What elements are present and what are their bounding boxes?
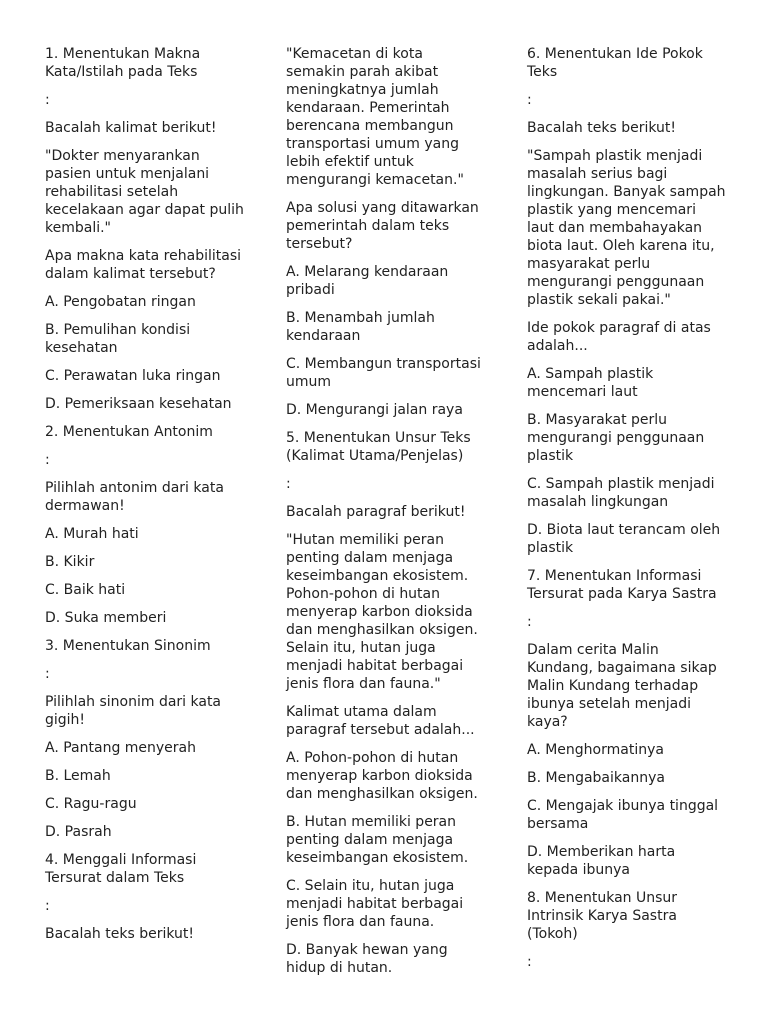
instruction-text: Bacalah teks berikut! — [45, 926, 195, 942]
colon-separator: : — [286, 476, 291, 492]
answer-option: B. Lemah — [45, 768, 111, 784]
quoted-passage: "Sampah plastik menjadi masalah serius bagi lingkungan. Banyak sampah plastik yang mencemari laut dan membahayakan biota laut. Oleh karena itu, masyarakat perlu mengurangi penggunaan plastik sekali pakai." — [527, 148, 726, 308]
answer-option: D. Mengurangi jalan raya — [286, 402, 463, 418]
answer-option: A. Pohon-pohon di hutan menyerap karbon dioksida dan menghasilkan oksigen. — [286, 750, 478, 802]
answer-option: D. Banyak hewan yang hidup di hutan. — [286, 942, 448, 976]
question-heading: 5. Menentukan Unsur Teks (Kalimat Utama/Penjelas) — [286, 430, 471, 464]
answer-option: A. Melarang kendaraan pribadi — [286, 264, 449, 298]
colon-separator: : — [527, 614, 532, 630]
question-heading: 2. Menentukan Antonim — [45, 424, 213, 440]
answer-option: B. Mengabaikannya — [527, 770, 665, 786]
answer-option: D. Memberikan harta kepada ibunya — [527, 844, 676, 878]
answer-option: A. Sampah plastik mencemari laut — [527, 366, 654, 400]
instruction-text: Bacalah paragraf berikut! — [286, 504, 466, 520]
answer-option: A. Menghormatinya — [527, 742, 664, 758]
question-prompt: Apa makna kata rehabilitasi dalam kalimat tersebut? — [45, 248, 241, 282]
question-heading: 1. Menentukan Makna Kata/Istilah pada Teks — [45, 46, 201, 80]
answer-option: B. Pemulihan kondisi kesehatan — [45, 322, 191, 356]
answer-option: D. Biota laut terancam oleh plastik — [527, 522, 721, 556]
answer-option: D. Suka memberi — [45, 610, 167, 626]
text-column-3 — [527, 45, 727, 981]
colon-separator: : — [45, 452, 50, 468]
answer-option: A. Pengobatan ringan — [45, 294, 196, 310]
question-heading: 7. Menentukan Informasi Tersurat pada Karya Sastra — [527, 568, 717, 602]
instruction-text: Pilihlah sinonim dari kata gigih! — [45, 694, 222, 728]
answer-option: C. Ragu-ragu — [45, 796, 137, 812]
colon-separator: : — [45, 92, 50, 108]
question-prompt: Dalam cerita Malin Kundang, bagaimana sikap Malin Kundang terhadap ibunya setelah menjadi kaya? — [527, 642, 717, 730]
answer-option: D. Pemeriksaan kesehatan — [45, 396, 232, 412]
answer-option: D. Pasrah — [45, 824, 112, 840]
question-heading: 3. Menentukan Sinonim — [45, 638, 211, 654]
text-column-2 — [286, 45, 486, 987]
instruction-text: Bacalah kalimat berikut! — [45, 120, 217, 136]
answer-option: C. Perawatan luka ringan — [45, 368, 221, 384]
answer-option: B. Menambah jumlah kendaraan — [286, 310, 435, 344]
question-prompt: Kalimat utama dalam paragraf tersebut adalah... — [286, 704, 475, 738]
answer-option: A. Pantang menyerah — [45, 740, 197, 756]
answer-option: A. Murah hati — [45, 526, 139, 542]
answer-option: B. Kikir — [45, 554, 95, 570]
answer-option: B. Masyarakat perlu mengurangi penggunaan plastik — [527, 412, 705, 464]
instruction-text: Bacalah teks berikut! — [527, 120, 677, 136]
quoted-passage: "Dokter menyarankan pasien untuk menjalani rehabilitasi setelah kecelakaan agar dapat pulih kembali." — [45, 148, 244, 236]
colon-separator: : — [45, 666, 50, 682]
instruction-text: Pilihlah antonim dari kata dermawan! — [45, 480, 224, 514]
quoted-passage: "Kemacetan di kota semakin parah akibat meningkatnya jumlah kendaraan. Pemerintah berencana membangun transportasi umum yang lebih efektif untuk mengurangi kemacetan." — [286, 46, 464, 188]
question-heading: 8. Menentukan Unsur Intrinsik Karya Sastra (Tokoh) — [527, 890, 678, 942]
answer-option: C. Mengajak ibunya tinggal bersama — [527, 798, 719, 832]
question-prompt: Apa solusi yang ditawarkan pemerintah dalam teks tersebut? — [286, 200, 479, 252]
answer-option: C. Sampah plastik menjadi masalah lingkungan — [527, 476, 715, 510]
question-prompt: Ide pokok paragraf di atas adalah... — [527, 320, 711, 354]
answer-option: C. Baik hati — [45, 582, 126, 598]
answer-option: C. Selain itu, hutan juga menjadi habitat berbagai jenis flora dan fauna. — [286, 878, 464, 930]
text-column-1 — [45, 45, 245, 953]
question-heading: 6. Menentukan Ide Pokok Teks — [527, 46, 703, 80]
colon-separator: : — [527, 92, 532, 108]
answer-option: B. Hutan memiliki peran penting dalam menjaga keseimbangan ekosistem. — [286, 814, 469, 866]
question-heading: 4. Menggali Informasi Tersurat dalam Teks — [45, 852, 197, 886]
colon-separator: : — [45, 898, 50, 914]
colon-separator: : — [527, 954, 532, 970]
quoted-passage: "Hutan memiliki peran penting dalam menjaga keseimbangan ekosistem. Pohon-pohon di hutan menyerap karbon dioksida dan menghasilkan oksigen. Selain itu, hutan juga menjadi habitat berbagai jenis flora dan fauna." — [286, 532, 478, 692]
answer-option: C. Membangun transportasi umum — [286, 356, 481, 390]
